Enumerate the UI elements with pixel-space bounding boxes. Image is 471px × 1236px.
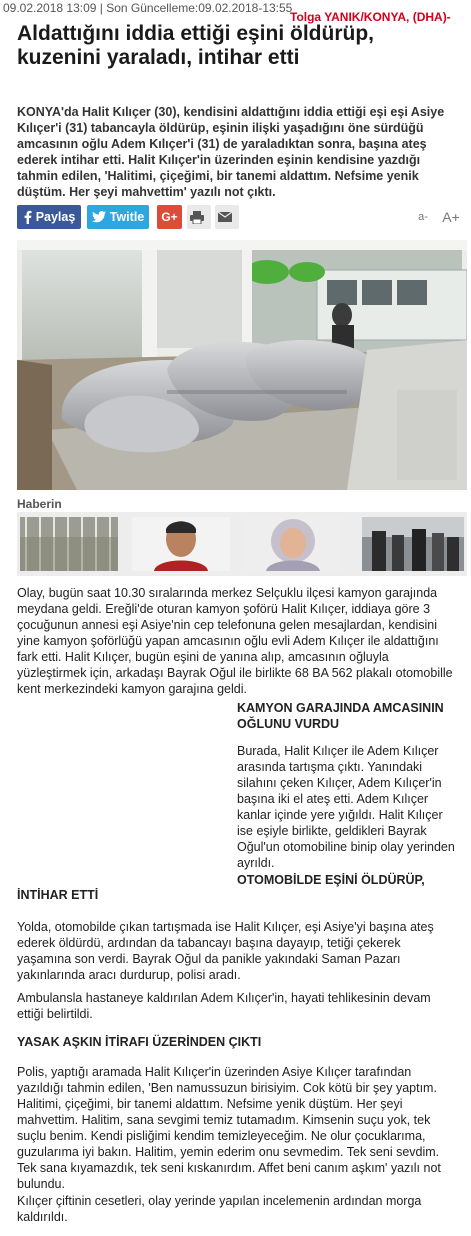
twitter-share-button[interactable] xyxy=(87,205,149,229)
twitter-share-label: Twitle xyxy=(109,210,145,224)
article-paragraph-5: Polis, yaptığı aramada Halit Kılıçer'in üzerinden Asiye Kılıçer tarafından yazıldığı tahmin edilen, 'Ben namussuzun birisiyim. Cok kötü bir şey yaptım. Halitimi, çiçeğimi, bir tanemi aldattım. Nefsime yenik düştüm. Her şeyi mahvettim. Halitim, sana sevgimi temiz tutamadım. Kimsenin suçu yok, tek suçlu benim. Kendi pisliğimi kendim temizleyeceğim. Ne olur çocuklarıma, guzularıma iyi bakın. Halitim, yemin ederim onu sevmedim. Tek seni sevdim. Tek sana kıyamazdık, tek seni kıskanırdım. Affet beni canım aşkım' yazılı not bulundu. xyxy=(17,1065,441,1191)
gallery-thumb-1[interactable] xyxy=(20,517,118,571)
facebook-share-label: Paylaş xyxy=(35,210,76,224)
article-dateline: 09.02.2018 13:09 | Son Güncelleme:09.02.2018-13:55 xyxy=(3,1,293,15)
font-decrease-label: a- xyxy=(418,211,428,223)
article-lead: KONYA'da Halit Kılıçer (30), kendisini aldattığını iddia ettiği eşi eşi Asiye Kılıçer'i (31) tabancayla öldürüp, eşinin ilişki yaşadığını öne sürdüğü amcasının oğlu Adem Kılıçer'i (31) de yaraladıktan sonra, başına ateş ederek intihar etti. Halit Kılıçer'in üzerinden eşinin kendisine yazdığı tahmin edilen, 'Halitimi, çiçeğimi, bir tanemi aldattım. Nefsime yenik düştüm. Her şeyi mahvettim' yazılı not çıktı. xyxy=(17,105,445,199)
gallery-thumb-4[interactable] xyxy=(362,517,464,571)
gallery-thumb-2[interactable] xyxy=(132,517,230,571)
article-paragraph-2: Burada, Halit Kılıçer ile Adem Kılıçer arasında tartışma çıktı. Yanındaki silahını çeken Kılıçer, Adem Kılıçer'in başına iki el ateş etti. Adem Kılıçer kanlar içinde yere yığıldı. Halit Kılıçer ise eşiyle birlikte, geldikleri Bayrak Oğul'un otomobiline binip olay yerinden ayrıldı. xyxy=(237,744,455,870)
subheading-garage: KAMYON GARAJINDA AMCASININ OĞLUNU VURDU xyxy=(237,701,444,731)
article-paragraph-4: Ambulansla hastaneye kaldırılan Adem Kılıçer'in, hayati tehlikesinin devam ettiği belirtildi. xyxy=(17,991,431,1021)
article-paragraph-6: Kılıçer çiftinin cesetleri, olay yerinde yapılan incelemenin ardından morga kaldırıldı. xyxy=(17,1194,422,1224)
mail-button[interactable] xyxy=(215,205,239,229)
main-news-photo xyxy=(17,240,467,490)
facebook-icon xyxy=(23,210,32,224)
subheading-car-b: İNTİHAR ETTİ xyxy=(17,888,99,902)
gplus-share-button[interactable] xyxy=(157,205,182,229)
subheading-car-a: OTOMOBİLDE EŞİNİ ÖLDÜRÜP, xyxy=(237,873,425,887)
agency-byline: Tolga YANIK/KONYA, (DHA)- xyxy=(290,10,451,24)
font-decrease-button[interactable] xyxy=(412,205,434,229)
gallery-thumb-3[interactable] xyxy=(244,517,342,571)
font-increase-button[interactable] xyxy=(440,205,462,229)
article-paragraph-3: Yolda, otomobilde çıkan tartışmada ise Halit Kılıçer, eşi Asiye'yi başına ateş ederek öldürdü, ardından da tabancayı başına dayayıp, tetiği çekerek yaşamına son verdi. Bayrak Oğul da panikle yakındaki Saman Pazarı yakınlarında aracı durdurup, polisi aradı. xyxy=(17,920,434,982)
print-button[interactable] xyxy=(187,205,211,229)
envelope-icon xyxy=(218,212,232,222)
printer-icon xyxy=(190,211,204,224)
font-increase-label: A+ xyxy=(442,209,460,225)
twitter-icon xyxy=(92,211,106,223)
gplus-icon: G+ xyxy=(161,210,178,224)
gallery-label: Haberin xyxy=(17,497,62,511)
article-paragraph-1: Olay, bugün saat 10.30 sıralarında merkez Selçuklu ilçesi kamyon garajında meydana geldi. Ereğli'de oturan kamyon şoförü Halit Kılıçer, iddiaya göre 3 çocuğunun annesi eşi Asiye'nin cep telefonuna gelen mesajlardan, kendisini yine kamyon şoförlüğü yapan amcasının oğlu evli Adem Kılıçer ile aldattığını fark etti. Halit Kılıçer, bugün eşini de yanına alıp, amcasının oğluyla yüzleştirmek için, arkadaşı Bayrak Oğul ile birlikte 68 BA 562 plakalı otomobille kent merkezindeki kamyon garajına geldi. xyxy=(17,586,453,696)
article-headline: Aldattığını iddia ettiği eşini öldürüp, kuzenini yaraladı, intihar etti xyxy=(17,22,374,69)
facebook-share-button[interactable] xyxy=(17,205,81,229)
subheading-confession: YASAK AŞKIN İTİRAFI ÜZERİNDEN ÇIKTI xyxy=(17,1035,262,1049)
